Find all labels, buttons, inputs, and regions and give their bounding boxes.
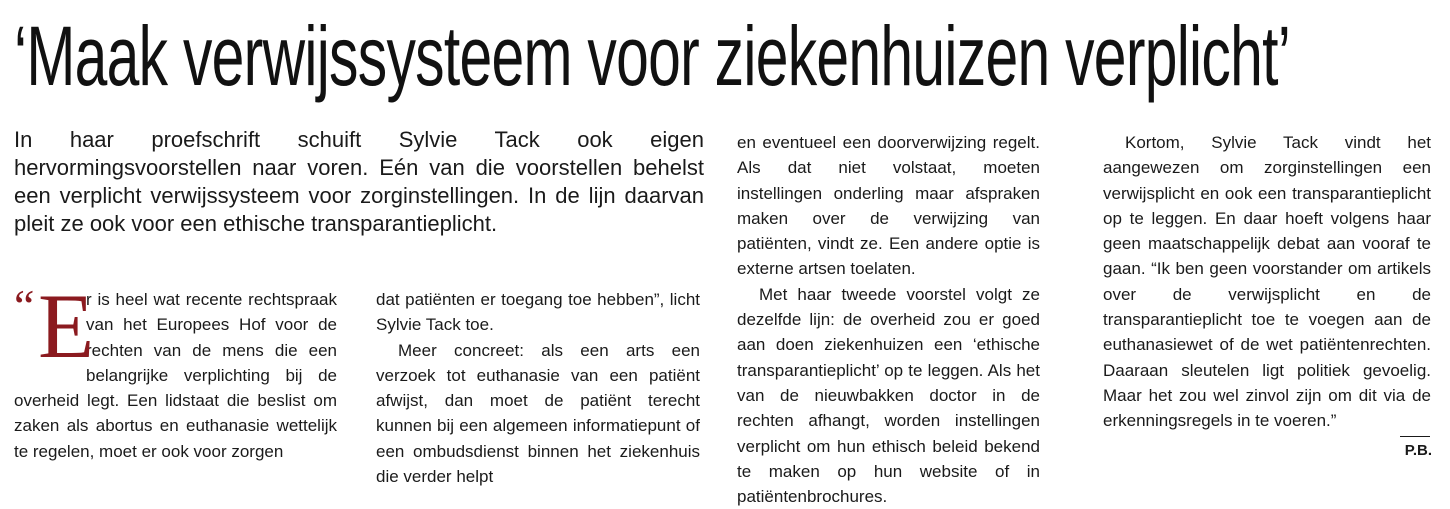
column-1-paragraph-1: r is heel wat recente rechtspraak van het Europees Hof voor de rechten van de mens die een belangrijke verplichting bij de overheid legt. Een lidstaat die beslist om zaken als abortus en euthanasie wettelijk te regelen, moet er ook voor zorgen [14,290,337,461]
column-3-paragraph-1: en eventueel een doorverwijzing regelt. Als dat niet volstaat, moeten instellingen onderling maar afspraken maken over de verwijzing van patiënten, vindt ze. Een andere optie is externe artsen toelaten. [737,133,1040,279]
drop-cap-quote-mark: “ [14,280,35,331]
article-column-2 [376,287,700,489]
article-column-3 [737,130,1040,509]
column-4-paragraph-1: Kortom, Sylvie Tack vindt het aangewezen om zorginstellingen een verwijsplicht en ook een transparantieplicht op te leggen. En daar hoeft volgens haar geen maatschappelijk debat aan vooraf te gaan. “Ik ben geen voorstander om artikels over de verwijsplicht en de transparantieplicht toe te voegen aan de euthanasiewet of de wet patiëntenrechten. Daaraan sleutelen ligt politiek gevoelig. Maar het zou wel zinvol zijn om dit via de erkenningsregels in te voeren.” [1103,133,1431,431]
article-column-1 [14,275,337,464]
column-2-paragraph-2: Meer concreet: als een arts een verzoek tot euthanasie van een patiënt afwijst, dan moet de patiënt terecht kunnen bij een algemeen informatiepunt of een ombudsdienst binnen het ziekenhuis die verder helpt [376,340,700,487]
column-2-paragraph-1: dat patiënten er toegang toe hebben”, licht Sylvie Tack toe. [376,290,700,335]
byline-rule [1400,436,1430,437]
drop-cap [14,275,95,377]
column-3-paragraph-2: Met haar tweede voorstel volgt ze dezelfde lijn: de overheid zou er goed aan doen ziekenhuizen een ‘ethische transparantieplicht’ op te leggen. Als het van de nieuwbakken doctor in de rechten afhangt, worden instellingen verplicht om hun ethisch beleid bekend te maken op hun website of in patiëntenbrochures. [737,284,1040,507]
article-column-4 [1103,130,1431,434]
drop-cap-letter: E [38,275,95,377]
article-headline: ‘Maak verwijssysteem voor ziekenhuizen verplicht’ [14,9,1291,103]
author-byline: P.B. [1404,442,1432,459]
article-intro: In haar proefschrift schuift Sylvie Tack ook eigen hervormingsvoorstellen naar voren. Eén van die voorstellen behelst een verplicht verwijssysteem voor zorginstellingen. In de lijn daarvan pleit ze ook voor een ethische transparantieplicht. [14,127,704,236]
